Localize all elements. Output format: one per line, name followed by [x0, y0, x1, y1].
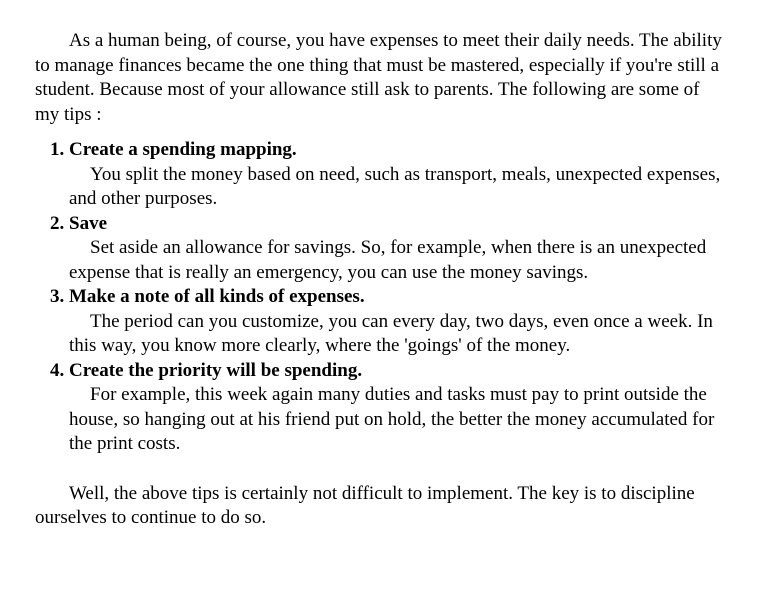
- tip-title: Create the priority will be spending.: [69, 359, 363, 381]
- tips-list: [35, 138, 725, 457]
- document-page: [35, 29, 725, 531]
- tip-title: Make a note of all kinds of expenses.: [69, 286, 365, 307]
- tip-number: 3.: [50, 286, 65, 307]
- tip-body: You split the money based on need, such as transport, meals, unexpected expenses, and other purposes.: [69, 163, 721, 209]
- closing-paragraph: Well, the above tips is certainly not difficult to implement. The key is to discipline ourselves to continue to do so.: [35, 482, 695, 528]
- tip-item-1: [35, 138, 725, 212]
- tip-body: For example, this week again many duties and tasks must pay to print outside the house, so hanging out at his friend put on hold, the better the money accumulated for the print costs.: [69, 384, 715, 454]
- tip-body: The period can you customize, you can every day, two days, even once a week. In this way, you know more clearly, where the 'goings' of the money.: [69, 310, 713, 356]
- tip-body: Set aside an allowance for savings. So, for example, when there is an unexpected expense that is really an emergency, you can use the money savings.: [69, 237, 707, 283]
- tip-item-2: [35, 212, 725, 286]
- tip-number: 1.: [50, 139, 65, 160]
- tip-title: Save: [69, 212, 107, 234]
- tip-title: Create a spending mapping.: [69, 139, 297, 160]
- tip-number: 4.: [50, 359, 65, 381]
- intro-paragraph: As a human being, of course, you have expenses to meet their daily needs. The ability to manage finances became the one thing that must be mastered, especially if you're still a student. Because most of your allowance still ask to parents. The following are some of my tips :: [35, 30, 722, 125]
- tip-item-4: [35, 359, 725, 457]
- tip-number: 2.: [50, 212, 65, 234]
- tip-item-3: [35, 285, 725, 359]
